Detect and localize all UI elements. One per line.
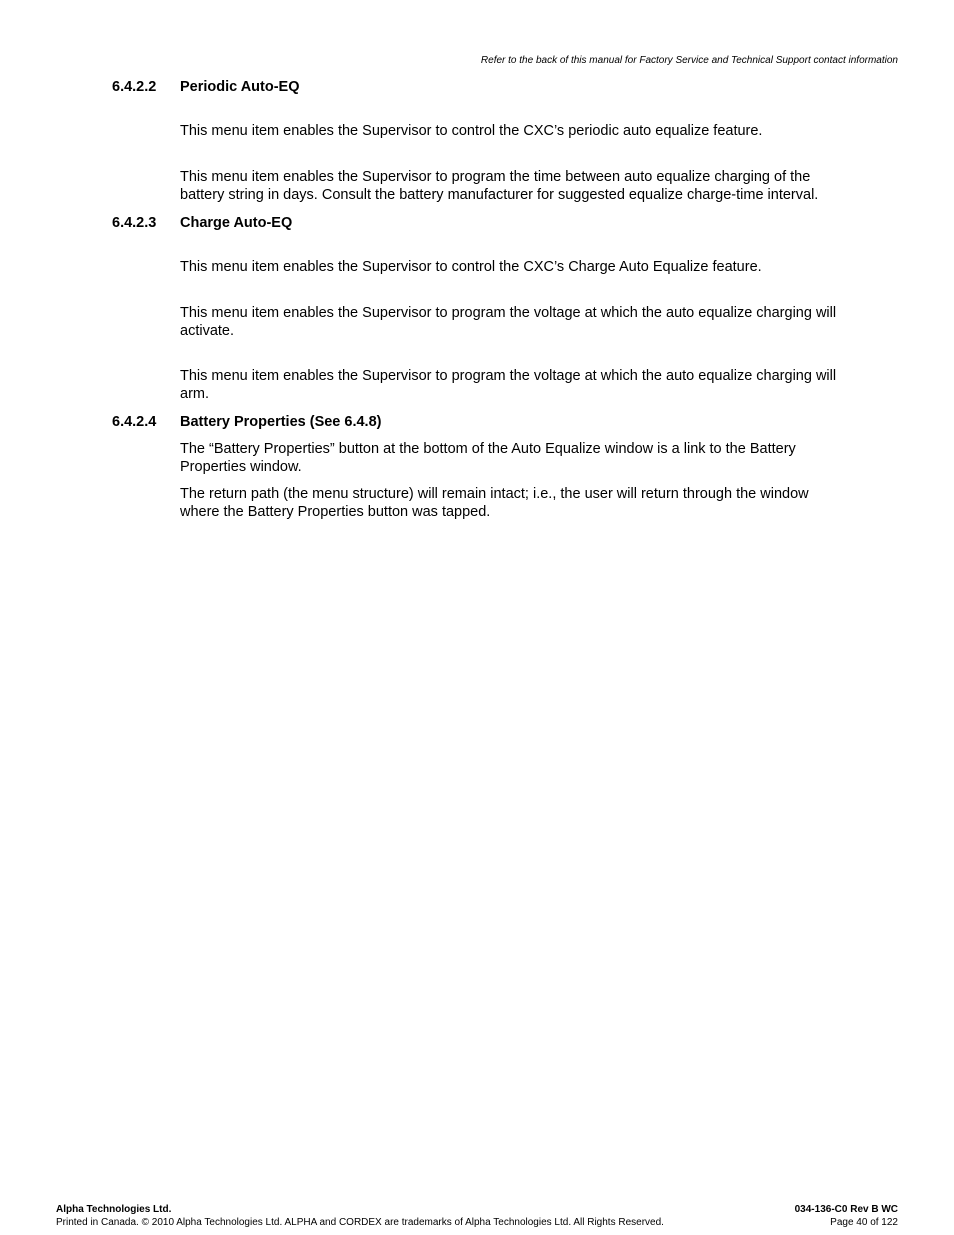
section-charge-auto-eq <box>112 214 842 403</box>
section-periodic-auto-eq <box>112 78 842 204</box>
section-title: Periodic Auto-EQ <box>180 79 300 95</box>
paragraph: The return path (the menu structure) will remain intact; i.e., the user will return through the window where the Battery Properties button was tapped. <box>180 486 809 520</box>
footer-company: Alpha Technologies Ltd. <box>56 1204 172 1215</box>
section-title: Battery Properties (See 6.4.8) <box>180 414 382 430</box>
header-note: Refer to the back of this manual for Factory Service and Technical Support contact information <box>480 55 898 66</box>
section-number: 6.4.2.2 <box>112 79 157 95</box>
section-number: 6.4.2.4 <box>112 414 157 430</box>
document-body <box>112 78 842 521</box>
paragraph: This menu item enables the Supervisor to control the CXC’s Charge Auto Equalize feature. <box>180 259 762 275</box>
paragraph: This menu item enables the Supervisor to program the time between auto equalize charging of the battery string in days. Consult the battery manufacturer for suggested equalize charge-time interval. <box>180 169 819 203</box>
paragraph: The “Battery Properties” button at the bottom of the Auto Equalize window is a link to the Battery Properties window. <box>180 441 796 475</box>
page-footer <box>56 1203 898 1229</box>
section-heading <box>112 214 842 232</box>
footer-doc-number: 034-136-C0 Rev B WC <box>794 1204 898 1215</box>
paragraph: This menu item enables the Supervisor to control the CXC’s periodic auto equalize feature. <box>180 123 763 139</box>
paragraph: This menu item enables the Supervisor to program the voltage at which the auto equalize charging will arm. <box>180 368 837 402</box>
section-heading <box>112 413 842 431</box>
section-title: Charge Auto-EQ <box>180 215 293 231</box>
footer-page-number: Page 40 of 122 <box>830 1217 898 1228</box>
section-battery-properties <box>112 413 842 521</box>
section-number: 6.4.2.3 <box>112 215 157 231</box>
paragraph: This menu item enables the Supervisor to program the voltage at which the auto equalize charging will activate. <box>180 305 837 339</box>
section-heading <box>112 78 842 96</box>
footer-copyright: Printed in Canada. © 2010 Alpha Technologies Ltd. ALPHA and CORDEX are trademarks of Alpha Technologies Ltd. All Rights Reserved. <box>56 1217 664 1228</box>
